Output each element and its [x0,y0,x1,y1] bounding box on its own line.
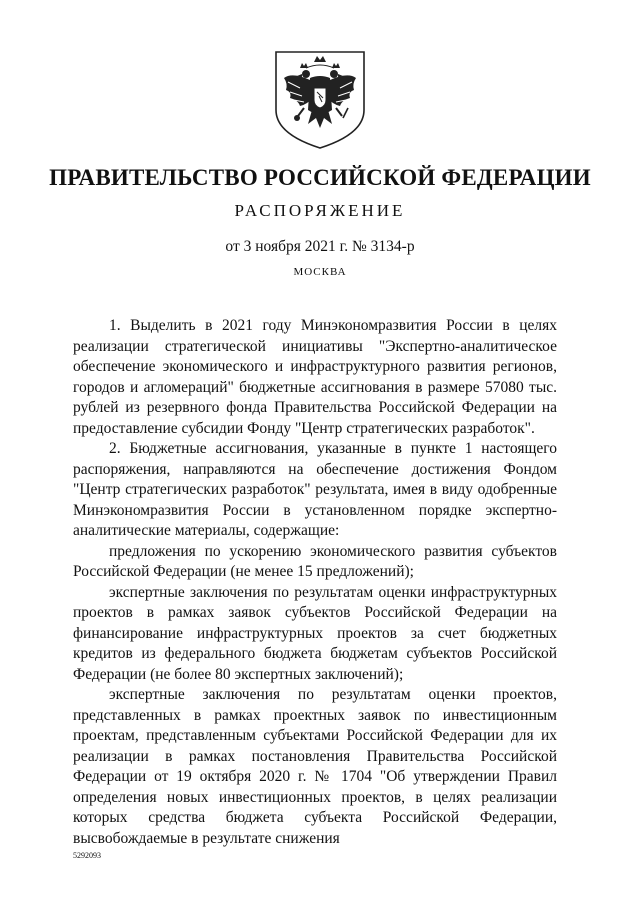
russian-coat-of-arms-icon [270,48,370,152]
government-title: ПРАВИТЕЛЬСТВО РОССИЙСКОЙ ФЕДЕРАЦИИ [49,165,591,190]
document-body [73,316,557,849]
document-type-title: РАСПОРЯЖЕНИЕ [234,201,406,220]
date-and-number: от 3 ноября 2021 г. № 3134-р [225,238,415,255]
document-code: 5292093 [73,851,101,860]
paragraph-3: предложения по ускорению экономического развития субъектов Российской Федерации (не менее 15 предложений); [73,542,557,580]
city-label: МОСКВА [293,266,347,278]
paragraph-2: 2. Бюджетные ассигнования, указанные в пункте 1 настоящего распоряжения, направляются на обеспечение достижения Фондом "Центр стратегических разработок" результата, имея в виду одобренные Минэкономразвития России в установленном порядке экспертно-аналитические материалы, содержащие: [73,440,557,539]
paragraph-5: экспертные заключения по результатам оценки проектов, представленных в рамках проектных заявок по инвестиционным проектам, представленным субъектами Российской Федерации для их реализации в рамках постановления Правительства Российской Федерации от 19 октября 2020 г. № 1704 "Об утверждении Правил определения новых инвестиционных проектов, в целях реализации которых средства бюджета субъекта Российской Федерации, высвобождаемые в результате снижения [73,686,557,847]
paragraph-1: 1. Выделить в 2021 году Минэкономразвития России в целях реализации стратегической инициативы "Экспертно-аналитическое обеспечение экономического и инфраструктурного развития регионов, городов и агломераций" бюджетные ассигнования в размере 57080 тыс. рублей из резервного фонда Правительства Российской Федерации на предоставление субсидии Фонду "Центр стратегических разработок". [73,317,557,437]
paragraph-4: экспертные заключения по результатам оценки инфраструктурных проектов в рамках заявок субъектов Российской Федерации на финансирование инфраструктурных проектов за счет бюджетных кредитов из федерального бюджета бюджетам субъектов Российской Федерации (не более 80 экспертных заключений); [73,583,557,683]
